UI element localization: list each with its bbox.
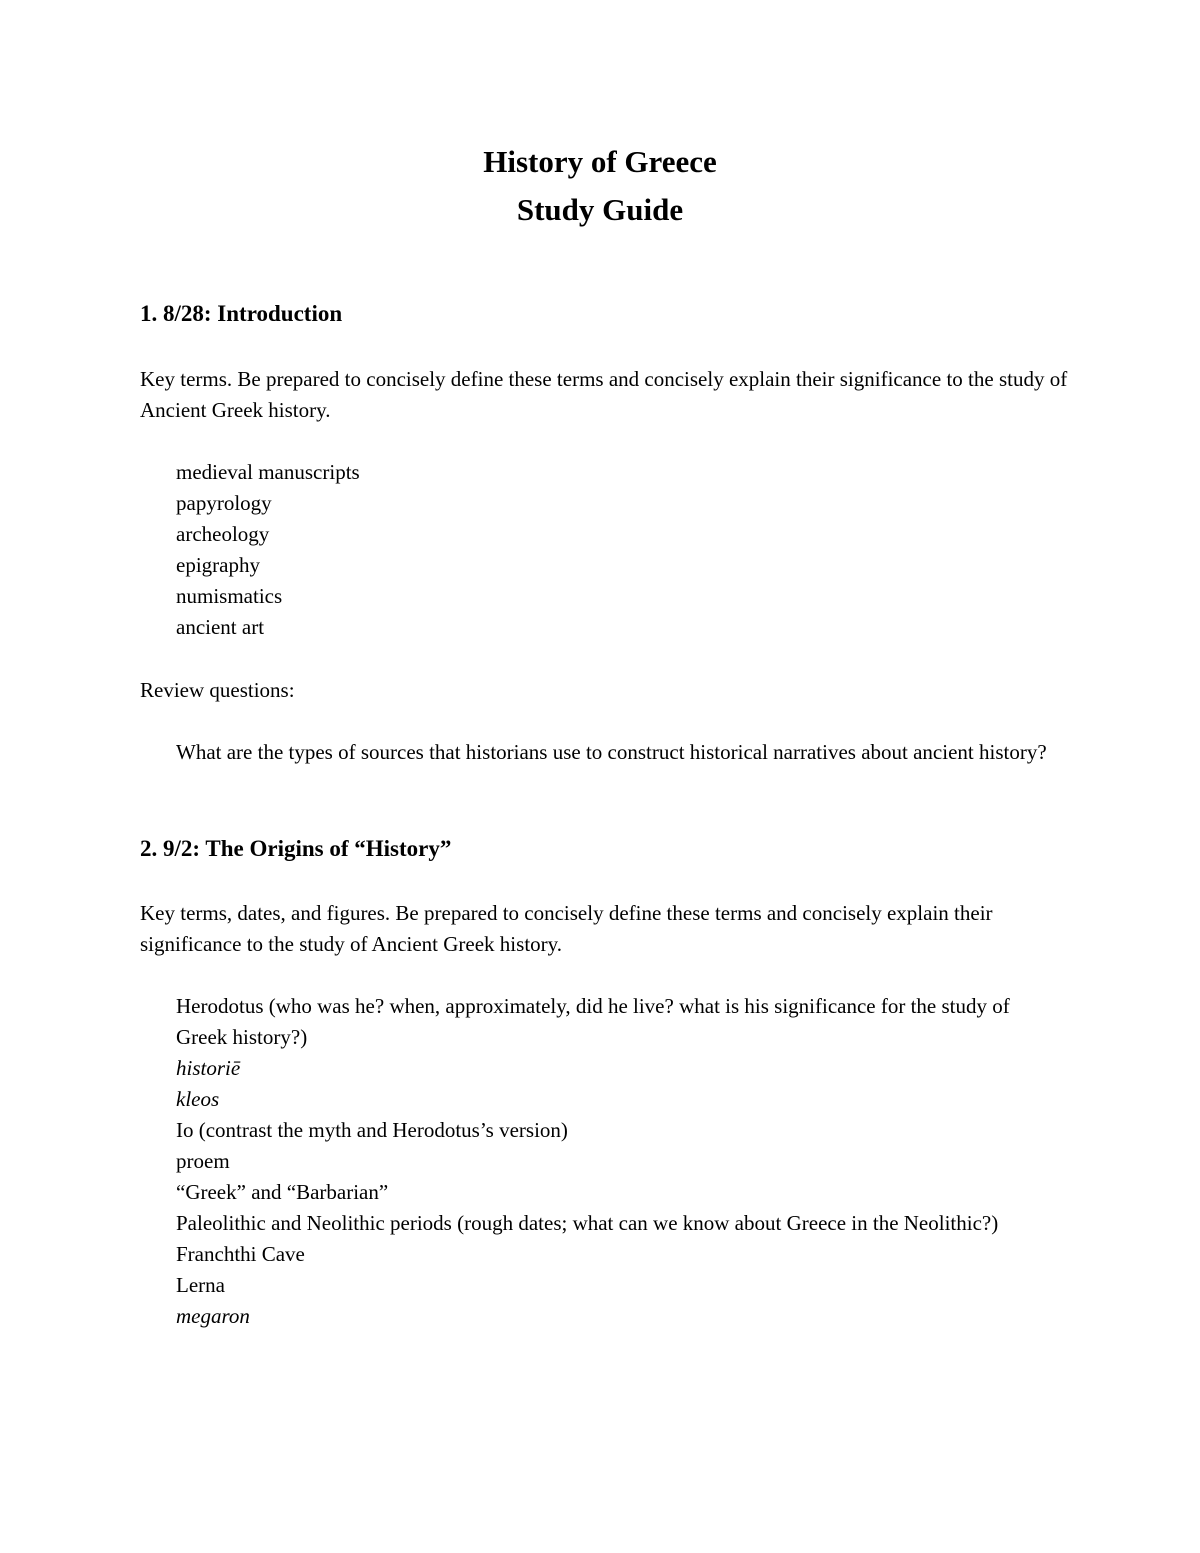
list-item: papyrology xyxy=(176,491,272,515)
section-intro: Key terms, dates, and figures. Be prepared to concisely define these terms and concisely explain their significance to the study of Ancient Greek history. xyxy=(140,901,993,956)
list-item: Lerna xyxy=(176,1273,225,1297)
document-subtitle: Study Guide xyxy=(516,192,684,227)
list-item: Franchthi Cave xyxy=(176,1242,305,1266)
section-heading: 1. 8/28: Introduction xyxy=(140,301,343,326)
list-item: Io (contrast the myth and Herodotus’s version) xyxy=(176,1118,568,1142)
list-item: ancient art xyxy=(176,615,265,639)
list-item: medieval manuscripts xyxy=(176,460,360,484)
list-item: numismatics xyxy=(176,584,283,608)
section-heading: 2. 9/2: The Origins of “History” xyxy=(140,836,452,861)
section-intro: Key terms. Be prepared to concisely define these terms and concisely explain their significance to the study of Ancient Greek history. xyxy=(140,367,1068,422)
list-item: kleos xyxy=(176,1087,220,1111)
list-item: epigraphy xyxy=(176,553,260,577)
review-questions-label: Review questions: xyxy=(140,678,295,702)
review-questions-list xyxy=(176,737,1056,768)
key-terms-list xyxy=(176,457,1056,643)
list-item: proem xyxy=(176,1149,230,1173)
document-title: History of Greece xyxy=(483,144,717,179)
list-item: archeology xyxy=(176,522,270,546)
list-item: megaron xyxy=(176,1304,250,1328)
list-item: historiē xyxy=(176,1056,241,1080)
key-terms-list xyxy=(176,991,1056,1332)
list-item: Paleolithic and Neolithic periods (rough dates; what can we know about Greece in the Neolithic?) xyxy=(176,1211,999,1235)
list-item: Herodotus (who was he? when, approximately, did he live? what is his significance for the study of Greek history?) xyxy=(176,994,1010,1049)
list-item: “Greek” and “Barbarian” xyxy=(176,1180,389,1204)
list-item: What are the types of sources that historians use to construct historical narratives about ancient history? xyxy=(176,740,1047,764)
